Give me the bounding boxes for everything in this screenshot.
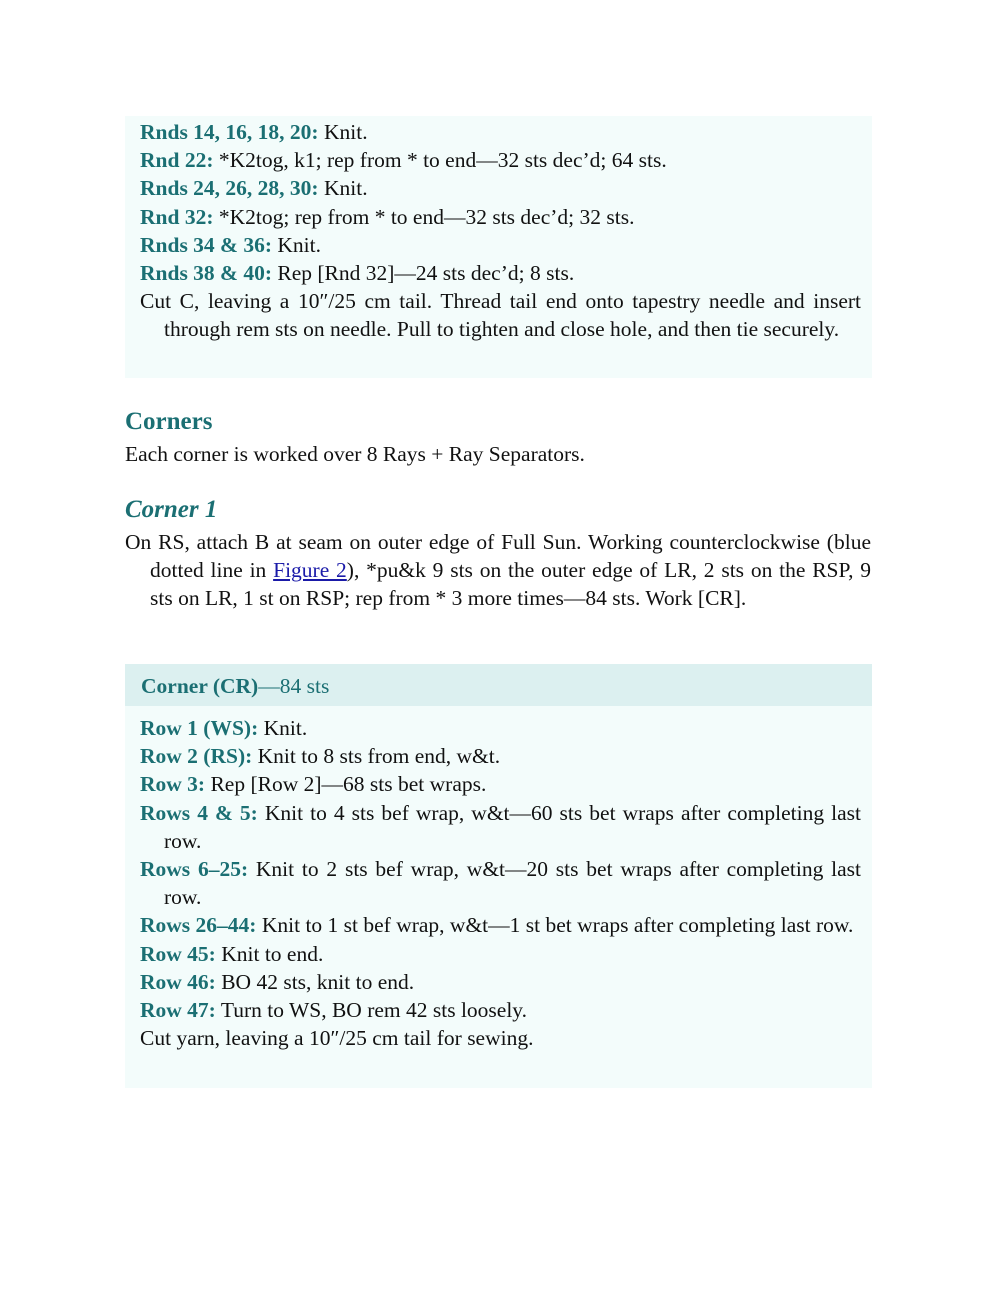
row-text: Knit to 1 st bef wrap, w&t—1 st bet wraps after completing last row. [256, 913, 854, 938]
round-label: Rnd 32: [140, 204, 214, 229]
row-line [140, 770, 861, 798]
row-text: Knit to 4 sts bef wrap, w&t—60 sts bet wraps after completing last row. [164, 800, 861, 853]
round-label: Rnds 38 & 40: [140, 261, 273, 286]
round-label: Rnds 14, 16, 18, 20: [140, 120, 319, 144]
round-line [140, 118, 861, 146]
round-label: Rnd 22: [140, 148, 214, 173]
row-text: Knit to end. [215, 941, 324, 966]
row-label: Row 46: [140, 969, 216, 994]
corner1-heading: Corner 1 [125, 496, 218, 523]
round-text: *K2tog, k1; rep from * to end—32 sts dec’d; 64 sts. [213, 148, 667, 173]
round-text: *K2tog; rep from * to end—32 sts dec’d; 32 sts. [213, 204, 635, 229]
row-label: Rows 26–44: [140, 913, 257, 938]
top-instruction-box [125, 116, 872, 378]
corner-box-title: Corner (CR) [141, 674, 259, 698]
row-text: BO 42 sts, knit to end. [215, 969, 415, 994]
row-line [140, 968, 861, 996]
row-line [140, 996, 861, 1024]
corner-box-subtitle: —84 sts [258, 674, 330, 698]
round-text: Rep [Rnd 32]—24 sts dec’d; 8 sts. [272, 261, 575, 286]
row-line [140, 799, 861, 855]
round-text: Knit. [272, 232, 321, 257]
row-line [140, 940, 861, 968]
row-line [140, 911, 861, 939]
round-text: Knit. [318, 176, 368, 201]
round-line [140, 231, 861, 259]
figure-2-link[interactable]: Figure 2 [273, 558, 347, 583]
row-label: Row 2 (RS): [140, 744, 253, 769]
corner-box-body [125, 706, 872, 1052]
row-text: Rep [Row 2]—68 sts bet wraps. [205, 772, 487, 797]
round-label: Rnds 34 & 36: [140, 232, 273, 257]
round-line [140, 174, 861, 202]
corner-instruction-box [125, 664, 872, 1088]
row-text: Knit to 8 sts from end, w&t. [252, 744, 501, 769]
row-text: Turn to WS, BO rem 42 sts loosely. [215, 998, 528, 1023]
row-label: Row 3: [140, 772, 206, 797]
corners-intro: Each corner is worked over 8 Rays + Ray Separators. [125, 442, 585, 466]
row-label: Row 1 (WS): [140, 716, 259, 740]
row-line [140, 855, 861, 911]
round-line [140, 259, 861, 287]
corner1-text-after-link: ), *pu&k 9 sts on the outer edge of LR, 2 sts on the RSP, 9 sts on LR, 1 st on RSP; rep from * 3 more times—84 sts. Work [CR]. [150, 558, 871, 611]
top-box-body [125, 118, 872, 344]
corner1-paragraph [125, 528, 871, 613]
row-line [140, 742, 861, 770]
round-text: Knit. [318, 120, 368, 144]
row-label: Rows 4 & 5: [140, 800, 258, 825]
corners-heading: Corners [125, 408, 213, 435]
round-label: Rnds 24, 26, 28, 30: [140, 176, 319, 201]
row-text: Knit to 2 sts bef wrap, w&t—20 sts bet wraps after completing last row. [164, 857, 861, 910]
corner-box-header [125, 664, 872, 706]
round-line [140, 203, 861, 231]
row-label: Row 45: [140, 941, 216, 966]
row-line [140, 714, 861, 742]
row-text: Knit. [258, 716, 308, 740]
round-line [140, 146, 861, 174]
top-box-closing: Cut C, leaving a 10″/25 cm tail. Thread tail end onto tapestry needle and insert through rem sts on needle. Pull to tighten and close hole, and then tie securely. [140, 289, 861, 342]
row-label: Rows 6–25: [140, 857, 249, 882]
row-label: Row 47: [140, 998, 216, 1023]
corner-box-closing: Cut yarn, leaving a 10″/25 cm tail for sewing. [140, 1026, 534, 1051]
corner1-text-before-link: On RS, attach B at seam on outer edge of Full Sun. Working counterclockwise (blue dotted line in [125, 530, 871, 583]
